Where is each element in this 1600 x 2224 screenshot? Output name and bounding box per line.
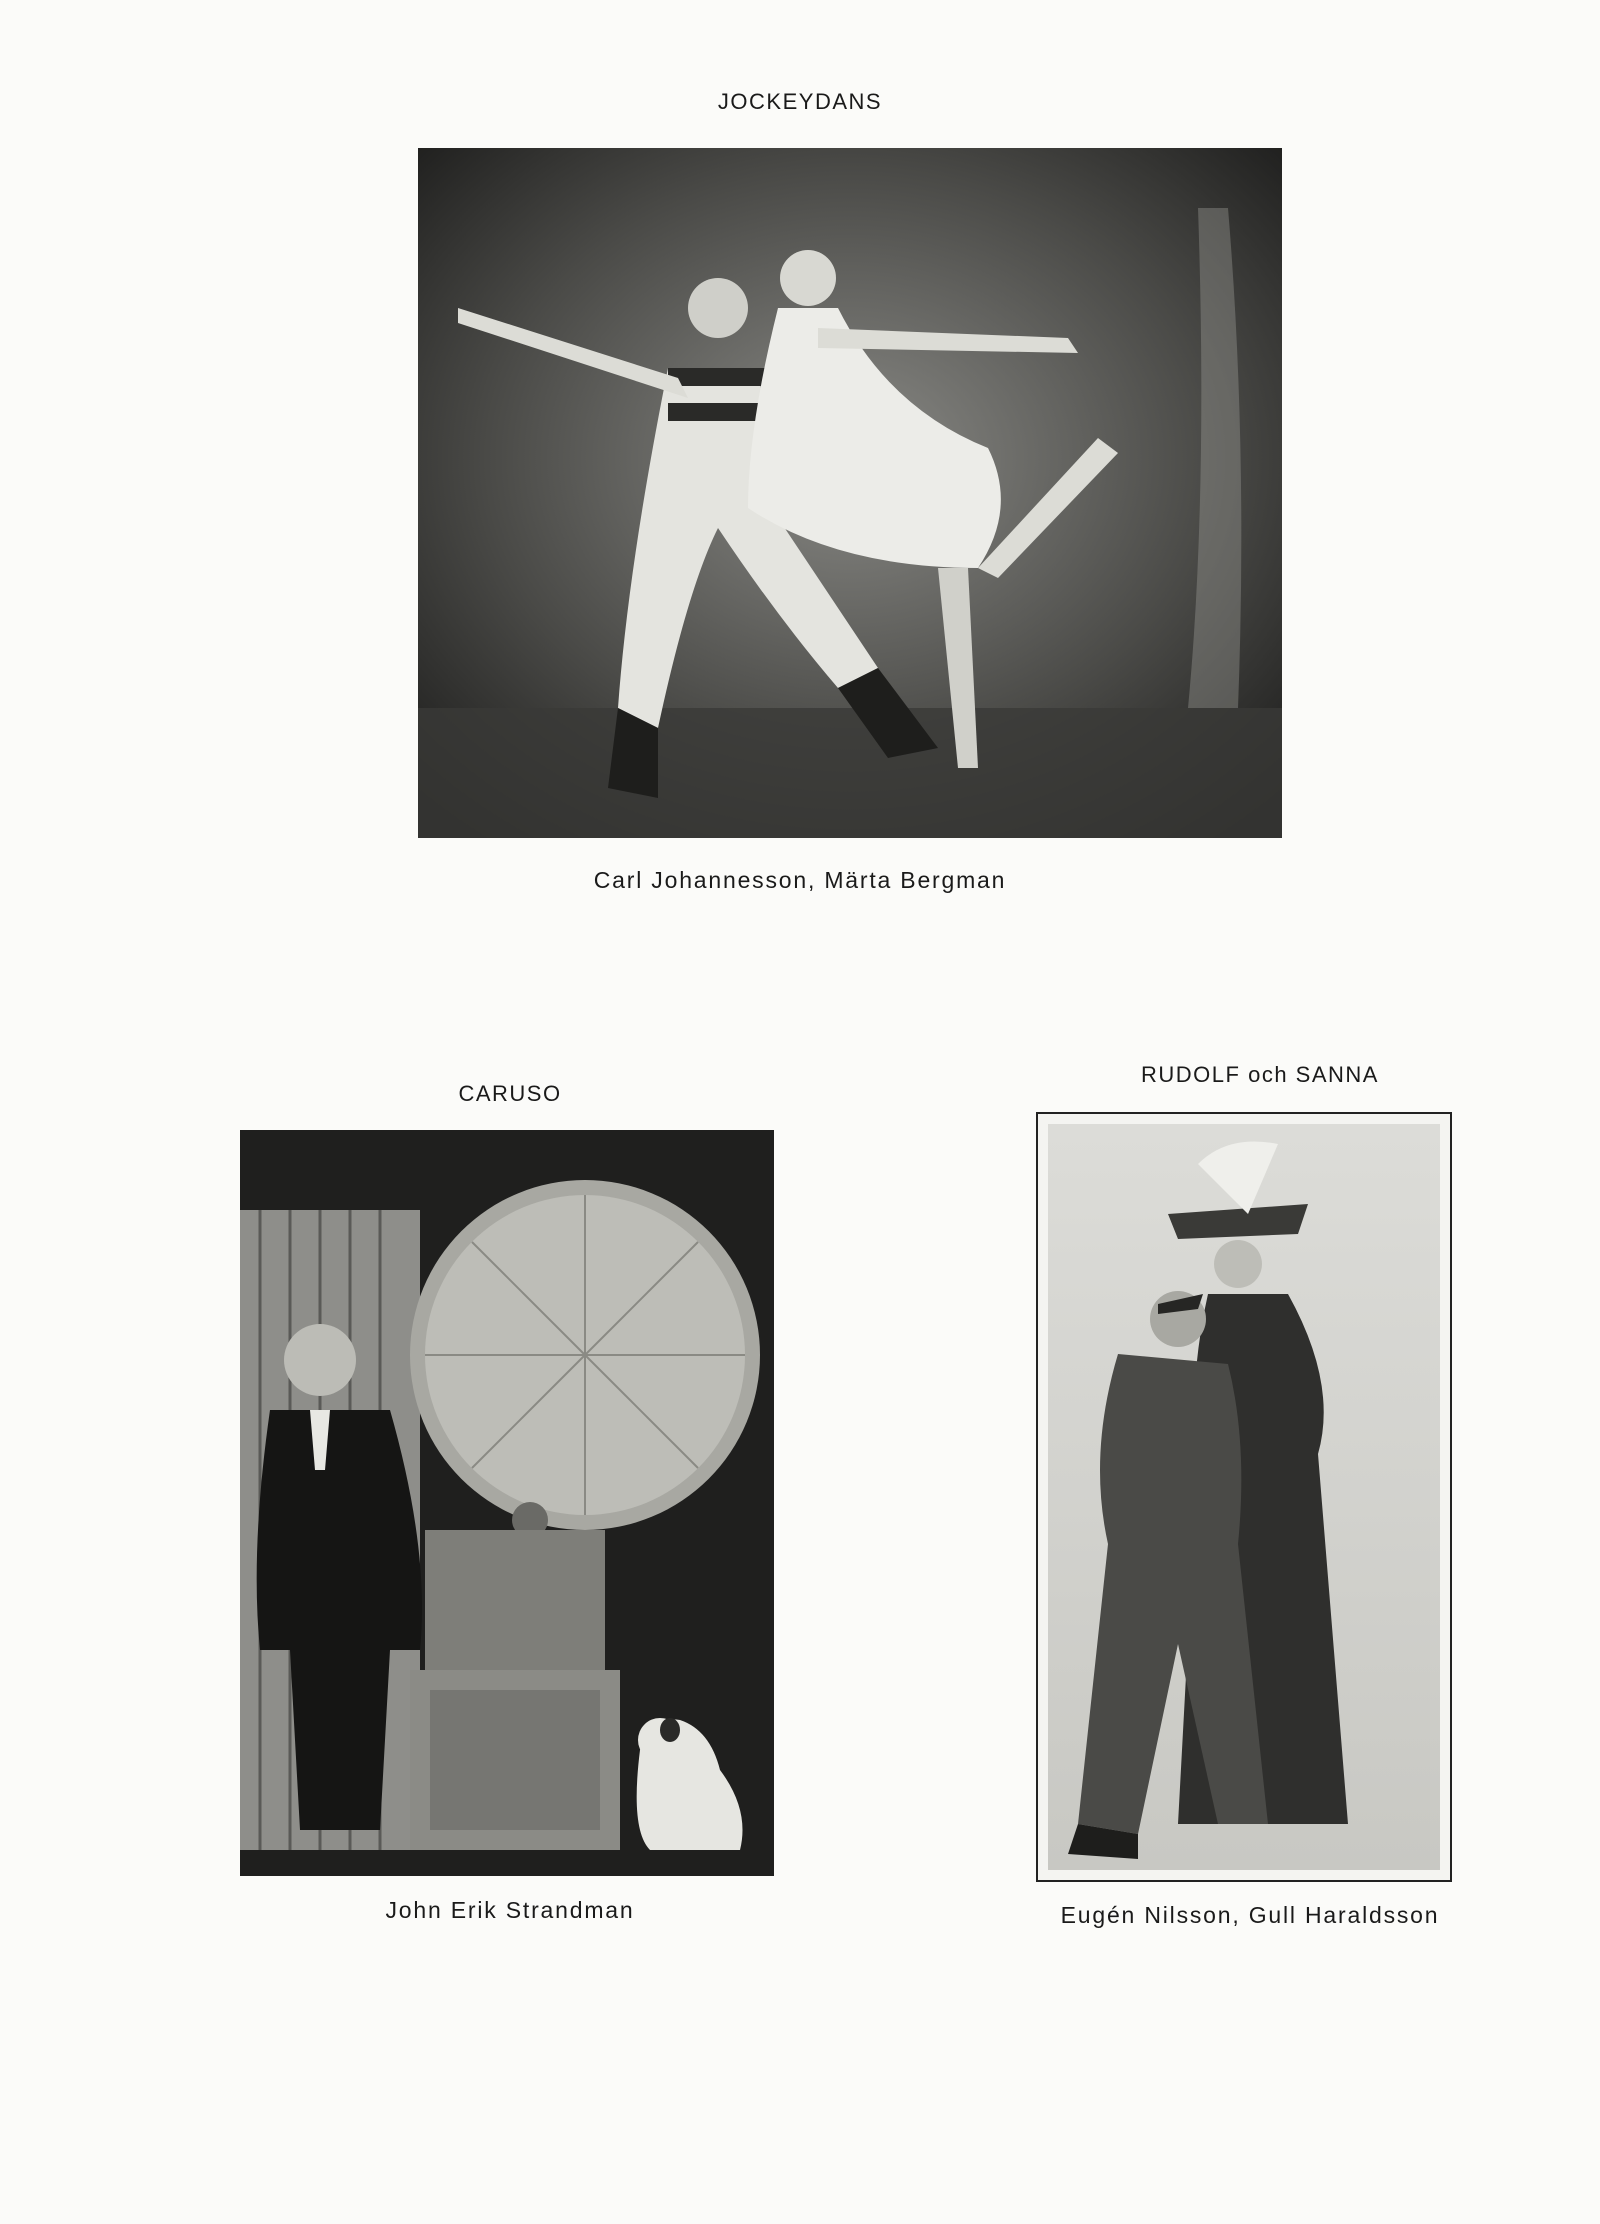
caption-rudolf-och-sanna: Eugén Nilsson, Gull Haraldsson bbox=[1060, 1902, 1440, 1928]
heading-jockeydans: JOCKEYDANS bbox=[717, 89, 883, 114]
caption-caruso: John Erik Strandman bbox=[385, 1897, 635, 1923]
caption-jockeydans: Carl Johannesson, Märta Bergman bbox=[593, 867, 1007, 893]
photo-jockeydans bbox=[418, 148, 1282, 838]
photo-rudolf-och-sanna bbox=[1036, 1112, 1452, 1882]
heading-rudolf-och-sanna: RUDOLF och SANNA bbox=[1141, 1062, 1379, 1087]
photo-caruso bbox=[240, 1130, 774, 1876]
heading-caruso: CARUSO bbox=[458, 1081, 562, 1106]
